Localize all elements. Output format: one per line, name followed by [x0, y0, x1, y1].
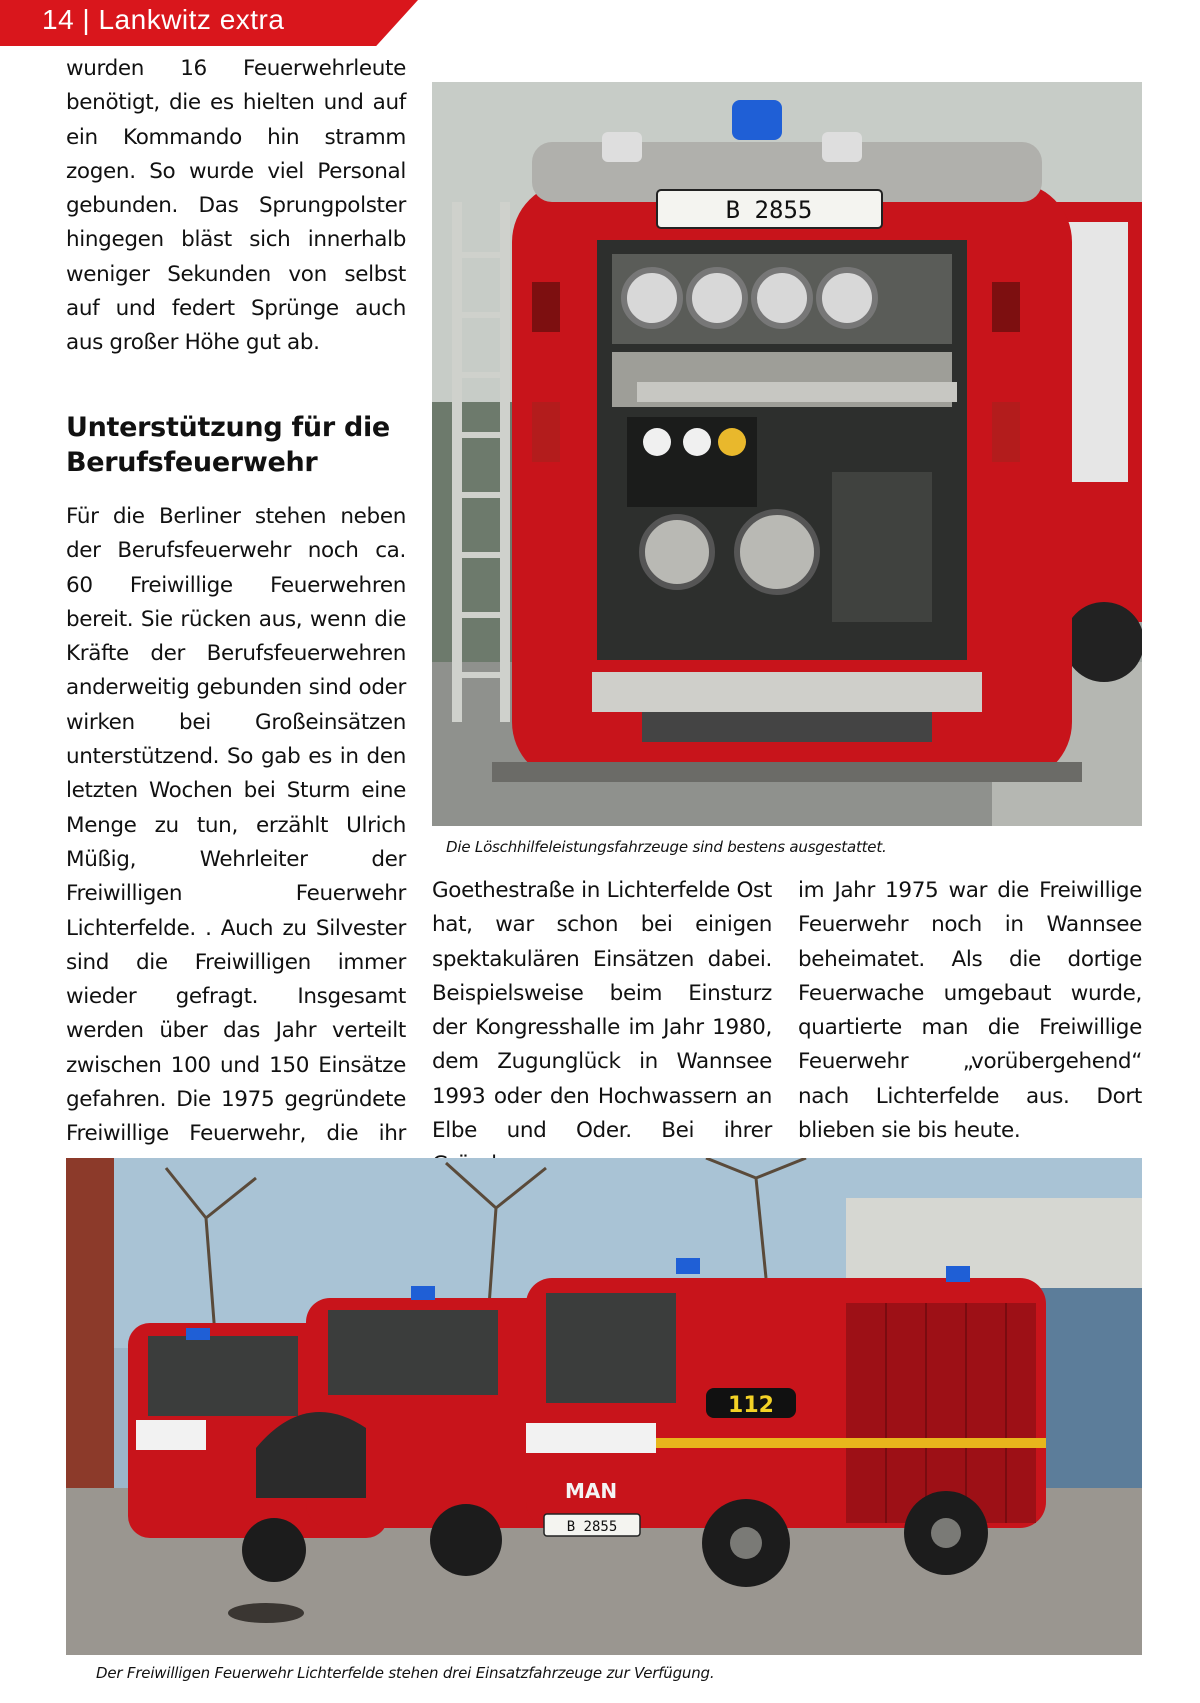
truck-brand-text: MAN [564, 1479, 618, 1503]
article-column2: Goethestraße in Lichterfelde Ost hat, war schon bei einigen spektakulären Einsätzen dabei. Beispielsweise beim Einsturz der Kongresshalle im Jahr 1980, dem Zugunglück in Wannsee 1993 oder den Hochwassern an Elbe und Oder. Bei ihrer [432, 878, 772, 1144]
blue-light-icon [732, 100, 782, 140]
license-plate-text: B 2855 [566, 1519, 618, 1535]
emergency-number-text: 112 [728, 1393, 774, 1418]
article-subheading: Unterstützung für die Berufsfeuerwehr [66, 412, 390, 478]
article-column1-top: wurden 16 Feuerwehrleute benötigt, die es hielten und auf ein Kommando hin stramm zogen. So wurde viel Personal gebunden. Das Sprungpolster hingegen bläst sich innerhalb weniger Sekunden von selbst auf und federt Sprünge auch aus großer Höhe gut ab. [66, 56, 406, 356]
article-column3: im Jahr 1975 war die Freiwillige Feuerwehr noch in Wannsee beheimatet. Als die dortige Feuerwache umgebaut wurde, quartierte man die Freiwillige Feuerwehr „vorübergehend“ nach Lichterfelde aus. Dort blieben sie bis heute. [798, 878, 1142, 1144]
fire-truck-rear-photo [432, 82, 1142, 826]
license-plate-text: B 2855 [725, 196, 813, 224]
feuerwehr-lettering [526, 1423, 656, 1453]
three-fire-trucks-photo [66, 1158, 1142, 1655]
top-photo-caption: Die Löschhilfeleistungsfahrzeuge sind bestens ausgestattet. [446, 838, 887, 856]
bottom-photo-caption: Der Freiwilligen Feuerwehr Lichterfelde stehen drei Einsatzfahrzeuge zur Verfügung. [96, 1664, 715, 1682]
page-header-title: 14 | Lankwitz extra [42, 4, 285, 35]
article-column1-bottom: Für die Berliner stehen neben der Berufsfeuerwehr noch ca. 60 Freiwillige Feuerwehren bereit. Sie rücken aus, wenn die Kräfte der Berufsfeuerwehren anderweitig gebunden sind oder wirken bei Großeinsätzen unterstützend. So gab es in den letzten Wochen bei Sturm eine Menge zu tun, erzählt Ulrich Müßig, Wehrleiter der Freiwilligen Feuerwehr Lichterfelde. . Auch zu Silvester sind die Freiwilligen immer wieder gefragt. Insgesamt werden über das Jahr verteilt zwischen 100 und 150 Einsätze gefahren. Die 1975 gegründete Freiwillige Feuerwehr, die ihr [66, 504, 406, 1147]
